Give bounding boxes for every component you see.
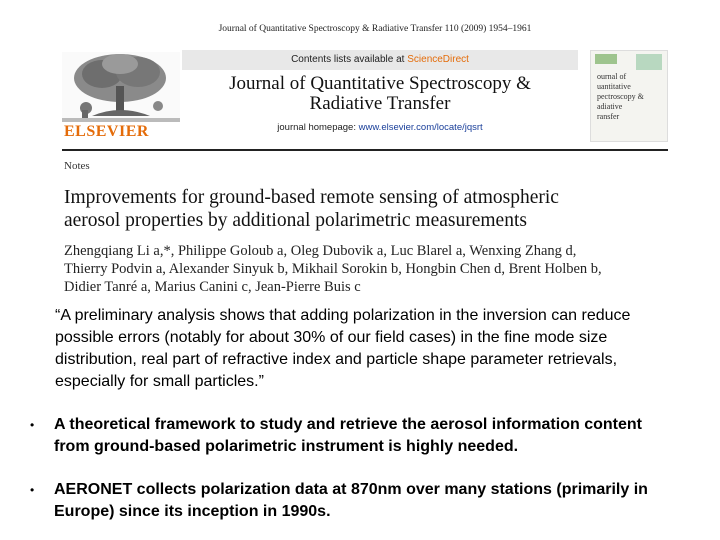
cover-stripe: [595, 54, 617, 64]
homepage-link[interactable]: www.elsevier.com/locate/jqsrt: [358, 122, 483, 133]
contents-available-band: [182, 50, 578, 70]
sciencedirect-link[interactable]: ScienceDirect: [407, 54, 469, 65]
journal-homepage: [182, 122, 578, 133]
author-list: [64, 242, 704, 296]
cover-title: [597, 72, 644, 122]
homepage-label: journal homepage:: [277, 122, 359, 133]
elsevier-logo: [62, 50, 180, 142]
cover-line: adiative: [597, 102, 623, 111]
authors-line2: Thierry Podvin a, Alexander Sinyuk b, Mikhail Sorokin b, Hongbin Chen d, Brent Holben b,: [64, 261, 602, 277]
cover-line: ournal of: [597, 72, 627, 81]
bullet-marker: •: [30, 483, 35, 497]
paper-title-line1: Improvements for ground-based remote sensing of atmospheric: [64, 187, 559, 208]
header-divider: [62, 149, 668, 151]
elsevier-wordmark: ELSEVIER: [64, 123, 149, 140]
authors-line1: Zhengqiang Li a,*, Philippe Goloub a, Oleg Dubovik a, Luc Blarel a, Wenxing Zhang d,: [64, 243, 577, 259]
journal-masthead: [182, 50, 578, 142]
bullet-text: A theoretical framework to study and retrieve the aerosol information content from ground-based polarimetric instrument is highly needed.: [54, 416, 642, 455]
journal-cover-thumbnail: [590, 50, 668, 142]
quoted-finding: “A preliminary analysis shows that adding polarization in the inversion can reduce possible errors (notably for about 30% of our field cases) in the fine mode size distribution, real part of refractive index and particle shape parameter retrievals, especially for small particles.”: [55, 307, 631, 390]
paper-title: [64, 186, 664, 232]
journal-header: [62, 50, 668, 144]
paper-title-line2: aerosol properties by additional polarimetric measurements: [64, 210, 527, 231]
authors-line3: Didier Tanré a, Marius Canini c, Jean-Pierre Buis c: [64, 279, 361, 295]
bullet-marker: •: [30, 418, 35, 432]
journal-citation: Journal of Quantitative Spectroscopy & Radiative Transfer 110 (2009) 1954–1961: [218, 24, 532, 34]
cover-line: pectroscopy &: [597, 92, 644, 101]
bullet-text: AERONET collects polarization data at 870nm over many stations (primarily in Europe) since its inception in 1990s.: [54, 481, 648, 520]
cover-line: ransfer: [597, 112, 620, 121]
contents-prefix: Contents lists available at: [291, 54, 408, 65]
section-label: Notes: [64, 160, 90, 172]
elsevier-tree-icon: [62, 52, 180, 122]
cover-tile: [636, 54, 662, 70]
journal-title-line2: Radiative Transfer: [309, 93, 451, 114]
journal-title-line1: Journal of Quantitative Spectroscopy &: [229, 73, 531, 94]
cover-line: uantitative: [597, 82, 631, 91]
journal-title: [182, 74, 578, 114]
